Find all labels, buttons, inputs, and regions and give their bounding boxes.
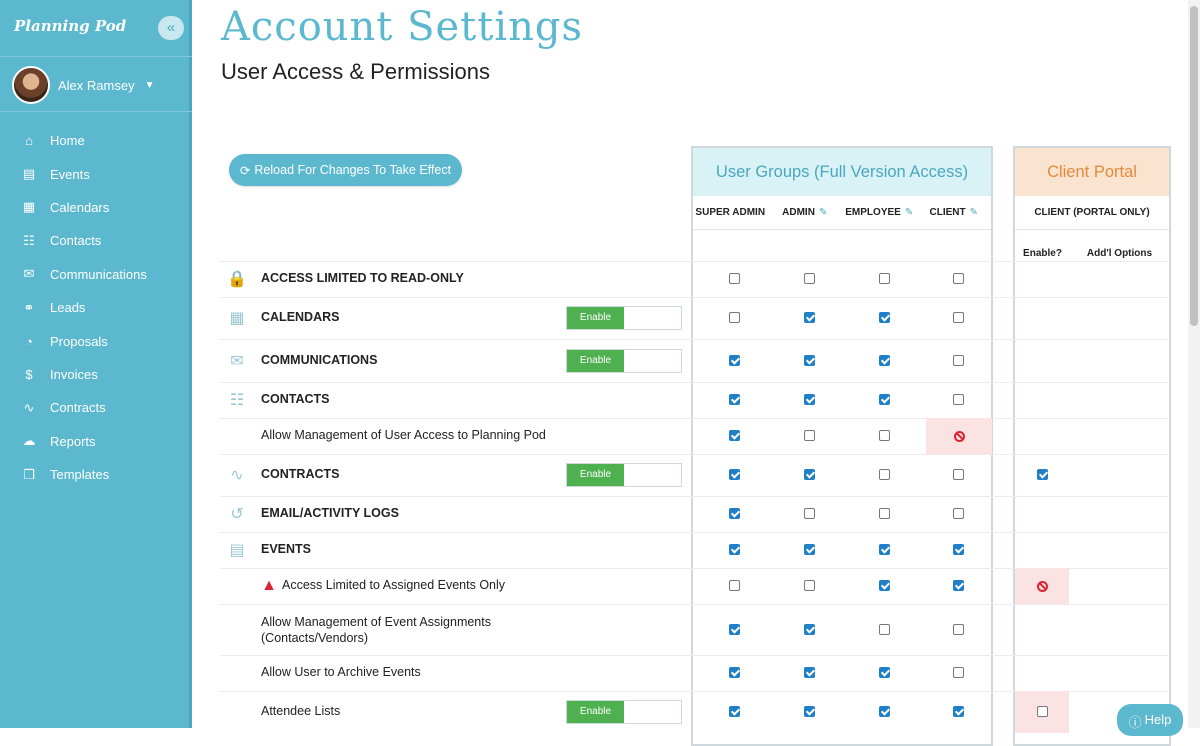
history-icon: ↺ (230, 506, 244, 523)
help-label: Help (1144, 712, 1172, 727)
permission-checkbox-super-admin[interactable] (729, 508, 740, 519)
permission-checkbox-employee[interactable] (879, 508, 890, 519)
enable-toggle[interactable] (566, 700, 682, 724)
permission-checkbox-client[interactable] (953, 508, 964, 519)
permission-checkbox-employee[interactable] (879, 430, 890, 441)
permission-checkbox-employee[interactable] (879, 469, 890, 480)
enable-button[interactable]: Enable (567, 350, 624, 372)
permission-checkbox-super-admin[interactable] (729, 624, 740, 635)
row-divider (220, 604, 1168, 605)
client-restricted-cell (926, 418, 992, 454)
permission-checkbox-admin[interactable] (804, 430, 815, 441)
sidebar-divider (0, 111, 192, 112)
permission-checkbox-admin[interactable] (804, 580, 815, 591)
permission-label: CONTACTS (261, 392, 330, 406)
sidebar-item-communications[interactable] (0, 258, 190, 291)
permission-checkbox-super-admin[interactable] (729, 355, 740, 366)
permission-checkbox-client[interactable] (953, 580, 964, 591)
permission-checkbox-super-admin[interactable] (729, 394, 740, 405)
permission-checkbox-super-admin[interactable] (729, 430, 740, 441)
sidebar-item-templates[interactable] (0, 458, 190, 491)
handshake-icon: ⚭ (23, 299, 35, 315)
permission-label: COMMUNICATIONS (261, 352, 378, 367)
sidebar-item-calendars[interactable] (0, 191, 190, 224)
user-menu[interactable] (12, 65, 154, 105)
sidebar-item-label: Calendars (50, 199, 110, 215)
column-header-admin (768, 207, 843, 218)
permission-checkbox-admin[interactable] (804, 544, 815, 555)
calendar-icon: ▦ (22, 199, 36, 215)
sidebar-item-contacts[interactable] (0, 224, 190, 257)
row-divider (220, 382, 1168, 383)
sidebar-item-label: Reports (50, 433, 96, 449)
column-header-employee (842, 207, 917, 218)
permission-checkbox-super-admin[interactable] (729, 544, 740, 555)
page-subtitle: User Access & Permissions (221, 59, 490, 84)
permission-checkbox-client[interactable] (953, 624, 964, 635)
portal-enable-checkbox[interactable] (1037, 469, 1048, 480)
sidebar-item-proposals[interactable] (0, 324, 190, 357)
home-icon: ⌂ (25, 133, 33, 149)
page-title: Account Settings (221, 4, 583, 50)
sidebar-nav (0, 124, 190, 491)
events-icon: ▤ (229, 542, 245, 559)
dollar-icon: $ (25, 366, 33, 382)
portal-restricted-cell (1015, 568, 1069, 604)
column-header-label: ADMIN (782, 207, 815, 218)
row-divider (220, 297, 1168, 298)
sidebar-item-label: Home (50, 133, 85, 149)
column-header-label: CLIENT (929, 207, 966, 218)
reload-button[interactable] (229, 154, 462, 186)
enable-toggle[interactable] (566, 306, 682, 330)
options-subheader: Add'l Options (1086, 247, 1153, 259)
permission-checkbox-employee[interactable] (879, 544, 890, 555)
sidebar-item-leads[interactable] (0, 291, 190, 324)
permission-checkbox-employee[interactable] (879, 624, 890, 635)
templates-icon: ❐ (23, 466, 35, 482)
permission-label: Allow Management of Event Assignments (Contacts/Vendors) (261, 614, 491, 645)
enable-button[interactable]: Enable (567, 307, 624, 329)
signature-icon: ∿ (230, 467, 244, 484)
lock-icon: 🔒 (227, 271, 247, 288)
pencil-icon[interactable]: ✎ (818, 207, 828, 218)
permission-checkbox-employee[interactable] (879, 667, 890, 678)
column-header-super-admin (693, 207, 768, 218)
permission-checkbox-admin[interactable] (804, 394, 815, 405)
permission-checkbox-client[interactable] (953, 273, 964, 284)
permission-checkbox-admin[interactable] (804, 624, 815, 635)
permission-label: Attendee Lists (261, 704, 341, 718)
permission-checkbox-admin[interactable] (804, 667, 815, 678)
permission-checkbox-admin[interactable] (804, 312, 815, 323)
sidebar-item-label: Invoices (50, 366, 98, 382)
proposals-icon: ◔ (25, 333, 33, 349)
reload-label: Reload For Changes To Take Effect (254, 163, 452, 177)
client-portal-column: CLIENT (PORTAL ONLY) (1015, 196, 1169, 230)
permission-checkbox-employee[interactable] (879, 355, 890, 366)
refresh-icon: ⟳ (239, 163, 251, 178)
events-icon: ▤ (22, 166, 36, 182)
scrollbar[interactable] (1188, 0, 1200, 728)
scrollbar-thumb[interactable] (1190, 6, 1198, 326)
column-header-label: SUPER ADMIN (695, 207, 766, 218)
row-divider (220, 655, 1168, 656)
ban-icon (1037, 581, 1048, 592)
sidebar-item-contracts[interactable] (0, 391, 190, 424)
row-divider (220, 261, 1168, 262)
reports-icon: ☁ (22, 433, 36, 449)
permission-checkbox-employee[interactable] (879, 312, 890, 323)
permission-checkbox-client[interactable] (953, 312, 964, 323)
envelope-icon: ✉ (230, 352, 244, 370)
permission-checkbox-client[interactable] (953, 544, 964, 555)
permission-label: Access Limited to Assigned Events Only (282, 578, 506, 592)
permission-checkbox-admin[interactable] (804, 706, 815, 717)
permission-label: EVENTS (261, 542, 312, 556)
client-portal-title: Client Portal (1015, 148, 1169, 196)
sidebar-item-events[interactable] (0, 157, 190, 190)
sidebar-item-label: Events (50, 166, 90, 182)
permission-checkbox-admin[interactable] (804, 355, 815, 366)
warning-icon: ▲ (261, 577, 277, 594)
sidebar-item-label: Contracts (50, 400, 106, 416)
sidebar-item-label: Templates (50, 467, 110, 483)
pencil-icon[interactable]: ✎ (969, 207, 978, 218)
enable-button[interactable]: Enable (567, 701, 624, 723)
sidebar-item-reports[interactable] (0, 425, 190, 458)
permission-checkbox-admin[interactable] (804, 469, 815, 480)
ban-icon (954, 431, 965, 442)
permission-checkbox-client[interactable] (953, 394, 964, 405)
permission-checkbox-super-admin[interactable] (729, 667, 740, 678)
portal-enable-checkbox[interactable] (1037, 706, 1048, 717)
permission-label: Allow User to Archive Events (261, 665, 421, 679)
permission-checkbox-super-admin[interactable] (729, 312, 740, 323)
avatar (12, 66, 50, 104)
permission-label: CONTRACTS (261, 467, 340, 481)
permission-checkbox-client[interactable] (953, 355, 964, 366)
pencil-icon[interactable]: ✎ (904, 207, 914, 218)
sidebar-item-label: Proposals (50, 333, 108, 349)
sidebar-item-label: Communications (50, 266, 147, 282)
user-groups-title: User Groups (Full Version Access) (693, 148, 991, 196)
permission-checkbox-super-admin[interactable] (729, 273, 740, 284)
column-header-client (917, 207, 992, 218)
permission-checkbox-employee[interactable] (879, 273, 890, 284)
sidebar-item-label: Contacts (50, 233, 102, 249)
calendar-icon: ▦ (229, 310, 245, 327)
client-portal-subheader (1015, 238, 1169, 268)
row-divider (220, 532, 1168, 533)
signature-icon: ∿ (23, 399, 35, 415)
chevron-down-icon: ▼ (144, 79, 155, 91)
permission-checkbox-client[interactable] (953, 706, 964, 717)
sidebar-item-home[interactable] (0, 124, 190, 157)
row-divider (220, 339, 1168, 340)
permission-checkbox-employee[interactable] (879, 394, 890, 405)
brand-logo: Planning Pod (14, 17, 127, 35)
help-button[interactable] (1117, 704, 1183, 736)
contacts-icon: ☷ (23, 232, 35, 248)
enable-toggle[interactable] (566, 463, 682, 487)
enable-button[interactable]: Enable (567, 464, 624, 486)
permission-checkbox-super-admin[interactable] (729, 706, 740, 717)
question-icon: ⓘ (1128, 715, 1142, 730)
sidebar-item-label: Leads (50, 300, 86, 316)
permission-label: Allow Management of User Access to Planning Pod (261, 428, 546, 442)
permission-label: CALENDARS (261, 310, 340, 324)
enable-toggle[interactable] (566, 349, 682, 373)
row-divider (220, 496, 1168, 497)
permission-checkbox-admin[interactable] (804, 508, 815, 519)
collapse-sidebar-button[interactable]: « (158, 16, 184, 40)
user-name: Alex Ramsey (58, 77, 135, 93)
envelope-icon: ✉ (23, 266, 35, 282)
permission-checkbox-client[interactable] (953, 469, 964, 480)
permission-checkbox-super-admin[interactable] (729, 469, 740, 480)
row-divider (220, 454, 1168, 455)
client-portal-panel (1013, 146, 1171, 746)
permission-label: EMAIL/ACTIVITY LOGS (261, 506, 399, 520)
permission-checkbox-employee[interactable] (879, 706, 890, 717)
user-groups-columns (693, 196, 991, 230)
enable-subheader: Enable? (1023, 247, 1062, 259)
permission-label: ACCESS LIMITED TO READ-ONLY (261, 271, 464, 285)
contacts-icon: ☷ (229, 392, 245, 409)
sidebar (0, 0, 192, 728)
sidebar-item-invoices[interactable] (0, 358, 190, 391)
permission-checkbox-admin[interactable] (804, 273, 815, 284)
permission-checkbox-employee[interactable] (879, 580, 890, 591)
row-divider (220, 418, 1168, 419)
permission-checkbox-super-admin[interactable] (729, 580, 740, 591)
sidebar-divider (0, 56, 192, 57)
permission-checkbox-client[interactable] (953, 667, 964, 678)
column-header-label: EMPLOYEE (845, 207, 901, 218)
